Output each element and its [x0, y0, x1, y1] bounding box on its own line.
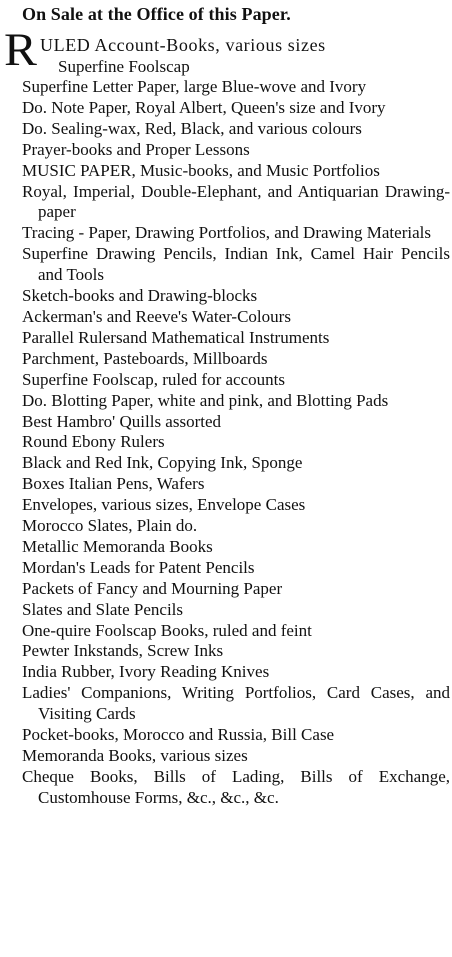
list-item: Superfine Foolscap, ruled for accounts [22, 369, 285, 389]
list-item: Mordan's Leads for Patent Pencils [22, 557, 255, 577]
list-item: Parallel Rulersand Mathematical Instruments [22, 327, 330, 347]
list-item: Black and Red Ink, Copying Ink, Sponge [22, 453, 303, 473]
list-item: Pocket-books, Morocco and Russia, Bill Case [22, 725, 335, 745]
list-item: Boxes Italian Pens, Wafers [22, 474, 205, 494]
list-item: One-quire Foolscap Books, ruled and feint [22, 620, 312, 640]
first-entry-subline: Superfine Foolscap [58, 57, 190, 76]
list-item: Royal, Imperial, Double-Elephant, and Antiquarian Drawing-paper [22, 181, 450, 222]
list-item: Metallic Memoranda Books [22, 536, 213, 556]
list-item: MUSIC PAPER, Music-books, and Music Portfolios [22, 160, 380, 180]
list-item: Round Ebony Rulers [22, 432, 165, 452]
list-item: Prayer-books and Proper Lessons [22, 139, 250, 159]
list-item: Superfine Drawing Pencils, Indian Ink, Camel Hair Pencils and Tools [22, 244, 450, 285]
list-item: Parchment, Pasteboards, Millboards [22, 348, 268, 368]
drop-cap-letter: R [4, 24, 37, 76]
list-item: Pewter Inkstands, Screw Inks [22, 641, 224, 661]
first-entry-rest: ULED Account-Books, various sizes [40, 35, 326, 55]
advertisement-heading: On Sale at the Office of this Paper. [22, 4, 291, 24]
list-item: Ackerman's and Reeve's Water-Colours [22, 306, 291, 326]
stationery-item-list [0, 77, 452, 809]
list-item: Best Hambro' Quills assorted [22, 411, 222, 431]
list-item: Do. Note Paper, Royal Albert, Queen's size and Ivory [22, 97, 386, 117]
list-item: Sketch-books and Drawing-blocks [22, 286, 258, 306]
list-item: Slates and Slate Pencils [22, 599, 184, 619]
list-item: Do. Blotting Paper, white and pink, and Blotting Pads [22, 390, 389, 410]
list-item: Superfine Letter Paper, large Blue-wove and Ivory [22, 77, 367, 96]
list-item: India Rubber, Ivory Reading Knives [22, 662, 270, 682]
list-item: Packets of Fancy and Mourning Paper [22, 578, 283, 598]
list-item: Envelopes, various sizes, Envelope Cases [22, 495, 306, 515]
list-item: Tracing - Paper, Drawing Portfolios, and Drawing Materials [22, 223, 431, 243]
list-item: Morocco Slates, Plain do. [22, 516, 198, 536]
list-item: Memoranda Books, various sizes [22, 746, 248, 765]
first-entry-text [40, 35, 326, 56]
list-item: Do. Sealing-wax, Red, Black, and various colours [22, 118, 362, 138]
list-item: Ladies' Companions, Writing Portfolios, Card Cases, and Visiting Cards [22, 683, 450, 724]
list-item: Cheque Books, Bills of Lading, Bills of Exchange, Customhouse Forms, &c., &c., &c. [22, 766, 450, 807]
